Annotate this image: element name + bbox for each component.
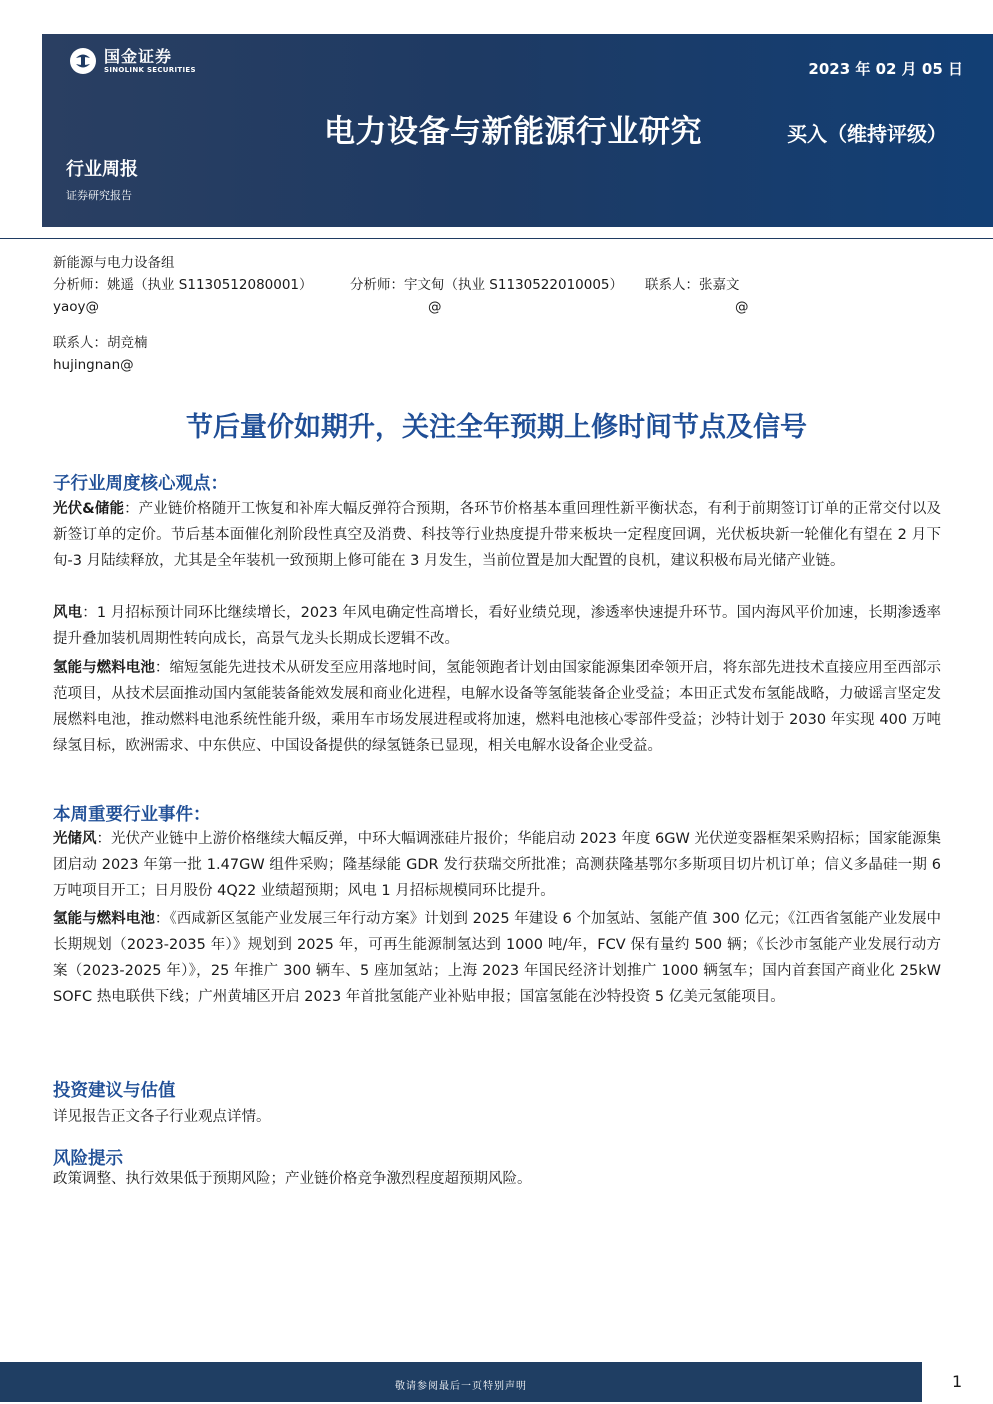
paragraph-text: ：《西咸新区氢能产业发展三年行动方案》计划到 2025 年建设 6 个加氢站、氢能产值 300 亿元；《江西省氢能产业发展中长期规划（2023-2035 年）》规划到 2025 年，可再生能源制氢达到 1000 吨/年，FCV 保有量约 500 辆；《长沙市氢能产业发展行动方案（2023-2025 年）》，25 年推广 300 辆车、5 座加氢站；上海 2023 年国民经济计划推广 1000 辆氢车；国内首套国产商业化 25kW SOFC 热电联供下线；广州黄埔区开启 2023 年首批氢能产业补贴申报；国富氢能在沙特投资 5 亿美元氢能项目。 (53, 911, 942, 1005)
report-type: 行业周报 (66, 159, 138, 180)
analyst-1-email[interactable]: yaoy@ (53, 299, 100, 315)
analyst-2-email[interactable]: @ (428, 299, 442, 315)
section-heading-investment: 投资建议与估值 (53, 1081, 176, 1101)
paragraph-text: ：1 月招标预计同环比继续增长，2023 年风电确定性高增长，看好业绩兑现，渗透率快速提升环节。国内海风平价加速，长期渗透率提升叠加装机周期性转向成长，高景气龙头长期成长逻辑不改。 (53, 605, 942, 647)
contact-2: 联系人：胡竞楠 (53, 335, 148, 351)
paragraph-wind (53, 600, 941, 652)
main-title: 节后量价如期升，关注全年预期上修时间节点及信号 (186, 412, 807, 443)
paragraph-label: 风电 (53, 605, 83, 621)
paragraph-events-pv-wind (53, 826, 941, 904)
section-heading-risk: 风险提示 (53, 1149, 123, 1169)
sinolink-logo-icon (68, 46, 98, 76)
section-heading-core-views: 子行业周度核心观点： (53, 474, 228, 494)
contact-2-email[interactable]: hujingnan@ (53, 357, 134, 373)
logo-en: SINOLINK SECURITIES (104, 65, 196, 74)
paragraph-label: 光储风 (53, 831, 97, 847)
paragraph-label: 氢能与燃料电池 (53, 660, 155, 676)
paragraph-text: ：光伏产业链中上游价格继续大幅反弹，中环大幅调涨硅片报价；华能启动 2023 年度 6GW 光伏逆变器框架采购招标；国家能源集团启动 2023 年第一批 1.47GW 组件采购；隆基绿能 GDR 发行获瑞交所批准；高测获隆基鄂尔多斯项目切片机订单；信义多晶硅一期 6 万吨项目开工；日月股份 4Q22 业绩超预期；风电 1 月招标规模同环比提升。 (53, 831, 942, 899)
paragraph-pv-storage (53, 496, 941, 574)
report-title: 电力设备与新能源行业研究 (324, 114, 702, 150)
paragraph-text: ：产业链价格随开工恢复和补库大幅反弹符合预期，各环节价格基本重回理性新平衡状态，有利于前期签订订单的正常交付以及新签订单的定价。节后基本面催化剂阶段性真空及消费、科技等行业热度提升带来板块一定程度回调，光伏板块新一轮催化有望在 2 月下旬-3 月陆续释放，尤其是全年装机一致预期上修可能在 3 月发生，当前位置是加大配置的良机，建议积极布局光储产业链。 (53, 501, 941, 569)
analyst-group: 新能源与电力设备组 (53, 255, 175, 271)
paragraph-events-hydrogen (53, 906, 941, 1010)
report-subtype: 证券研究报告 (66, 189, 132, 202)
paragraph-label: 光伏&储能 (53, 501, 125, 517)
paragraph-hydrogen (53, 655, 941, 759)
company-logo (68, 46, 196, 76)
contact-1: 联系人：张嘉文 (645, 277, 740, 293)
header-divider (0, 238, 993, 239)
report-date: 2023 年 02 月 05 日 (808, 60, 963, 78)
logo-cn: 国金证券 (104, 46, 173, 66)
paragraph-risk: 政策调整、执行效果低于预期风险；产业链价格竞争激烈程度超预期风险。 (53, 1171, 532, 1187)
paragraph-investment: 详见报告正文各子行业观点详情。 (53, 1109, 271, 1125)
report-header (42, 34, 993, 227)
page-number: 1 (952, 1372, 963, 1391)
paragraph-text: ：缩短氢能先进技术从研发至应用落地时间，氢能领跑者计划由国家能源集团牵领开启，将东部先进技术直接应用至西部示范项目，从技术层面推动国内氢能装备能效发展和商业化进程，电解水设备等氢能装备企业受益；本田正式发布氢能战略，力破谣言坚定发展燃料电池，推动燃料电池系统性能升级，乘用车市场发展进程或将加速，燃料电池核心零部件受益；沙特计划于 2030 年实现 400 万吨绿氢目标，欧洲需求、中东供应、中国设备提供的绿氢链条已显现，相关电解水设备企业受益。 (53, 660, 942, 754)
footer-disclaimer: 敬请参阅最后一页特别声明 (395, 1381, 527, 1392)
analyst-1: 分析师：姚遥（执业 S1130512080001） (53, 277, 313, 293)
paragraph-label: 氢能与燃料电池 (53, 911, 155, 927)
contact-1-email[interactable]: @ (735, 299, 749, 315)
rating-badge: 买入（维持评级） (787, 122, 947, 146)
analyst-2: 分析师：宇文甸（执业 S1130522010005） (350, 277, 624, 293)
section-heading-events: 本周重要行业事件： (53, 805, 211, 825)
